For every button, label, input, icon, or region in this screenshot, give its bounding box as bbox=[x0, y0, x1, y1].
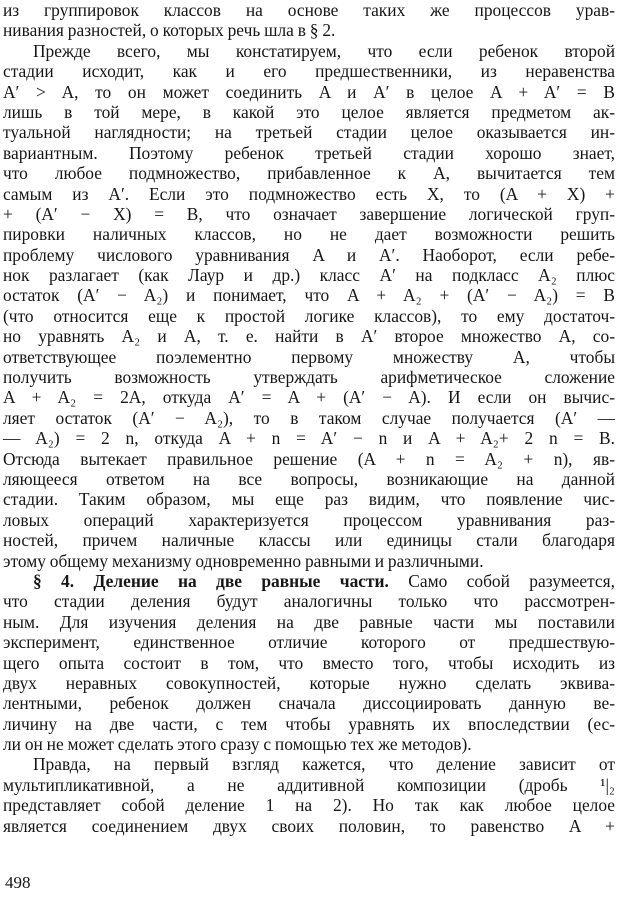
text-line: личину на две части, с тем чтобы уравнять их впоследствии (ес- bbox=[3, 713, 615, 734]
text-line: туальной наглядности; на третьей стадии целое оказывается ин- bbox=[3, 122, 615, 143]
text-line: мультипликативной, а не аддитивной композиции (дробь ¹|₂ bbox=[3, 774, 615, 795]
paragraph-division bbox=[3, 754, 615, 836]
paragraph-numeric-grouping bbox=[3, 41, 615, 571]
text-line: A + A₂ = 2A, откуда A′ = A + (A′ − A). И если он вычис- bbox=[3, 387, 615, 408]
text-line: но уравнять A₂ и A, т. е. найти в A′ второе множество A, со- bbox=[3, 326, 615, 347]
text-line: самым из A′. Если это подмножество есть X, то (A + X) + bbox=[3, 183, 615, 204]
text-line: щего опыта состоит в том, что вместо того, чтобы исходить из bbox=[3, 652, 615, 673]
text-line: ловых операций характеризуется процессом уравнивания раз- bbox=[3, 509, 615, 530]
text-line: + (A′ − X) = B, что означает завершение логической груп- bbox=[3, 203, 615, 224]
text-line: ляет остаток (A′ − A₂), то в таком случае получается (A′ — bbox=[3, 407, 615, 428]
text-line: нок разлагает (как Лаур и др.) класс A′ на подкласс A₂ плюс bbox=[3, 265, 615, 286]
text-line: стадии исходит, как и его предшественники, из неравенства bbox=[3, 61, 615, 82]
text-line: лентными, ребенок должен сначала диссоциировать данную ве- bbox=[3, 693, 615, 714]
text-line: что стадии деления будут аналогичны только что рассмотрен- bbox=[3, 591, 615, 612]
text-line: ответствующее поэлементно первому множеству A, чтобы bbox=[3, 346, 615, 367]
text-line: ли он не может сделать этого сразу с помощью тех же методов). bbox=[3, 734, 472, 755]
text-line: Прежде всего, мы констатируем, что если ребенок второй bbox=[33, 40, 615, 61]
heading-line-rest: Само собой разумеется, bbox=[388, 570, 615, 591]
section-heading-line bbox=[3, 571, 615, 591]
text-line: Правда, на первый взгляд кажется, что деление зависит от bbox=[33, 754, 615, 775]
text-line: из группировок классов на основе таких же процессов урав- bbox=[3, 0, 615, 20]
text-line: что любое подмножество, прибавленное к A, вычитается тем bbox=[3, 163, 615, 184]
text-line: этому общему механизму одновременно равными и различными. bbox=[3, 550, 484, 571]
text-line: ностей, причем наличные классы или единицы стали благодаря bbox=[3, 530, 615, 551]
text-line: — A₂) = 2 n, откуда A + n = A′ − n и A + A₂+ 2 n = B. bbox=[3, 428, 615, 449]
text-line: ляющееся ответом на все вопросы, возникающие на данной bbox=[3, 468, 615, 489]
text-line: получить возможность утверждать арифметическое сложение bbox=[3, 367, 615, 388]
text-line: вариантным. Поэтому ребенок третьей стадии хорошо знает, bbox=[3, 142, 615, 163]
paragraph-continuation bbox=[3, 0, 615, 41]
text-line: эксперимент, единственное отличие которого от предшествую- bbox=[3, 632, 615, 653]
text-line: остаток (A′ − A₂) и понимает, что A + A₂ + (A′ − A₂) = B bbox=[3, 285, 615, 306]
text-line: представляет собой деление 1 на 2). Но так как любое целое bbox=[3, 795, 615, 816]
page-body bbox=[3, 0, 615, 836]
text-line: двух неравных совокупностей, которые нужно сделать эквива- bbox=[3, 672, 615, 693]
text-line: проблему числового уравнивания A и A′. Наоборот, если ребе- bbox=[3, 244, 615, 265]
paragraph-section-4 bbox=[3, 571, 615, 755]
text-line: нивания разностей, о которых речь шла в § 2. bbox=[3, 20, 336, 41]
text-line: A′ > A, то он может соединить A и A′ в целое A + A′ = B bbox=[3, 81, 615, 102]
text-line: является соединением двух своих половин, то равенство A + bbox=[3, 815, 615, 836]
text-line: ным. Для изучения деления на две равные части мы поставили bbox=[3, 611, 615, 632]
page-number: 498 bbox=[5, 873, 31, 892]
text-line: пировки наличных классов, но не дает возможности решить bbox=[3, 224, 615, 245]
text-line: стадии. Таким образом, мы еще раз видим, что появление чис- bbox=[3, 489, 615, 510]
text-line: (что относится еще к простой логике классов), то ему достаточ- bbox=[3, 305, 615, 326]
text-line: лишь в той мере, в какой это целое является предметом ак- bbox=[3, 101, 615, 122]
section-heading: § 4. Деление на две равные части. bbox=[33, 570, 389, 591]
text-line: Отсюда вытекает правильное решение (A + n = A₂ + n), яв- bbox=[3, 448, 615, 469]
